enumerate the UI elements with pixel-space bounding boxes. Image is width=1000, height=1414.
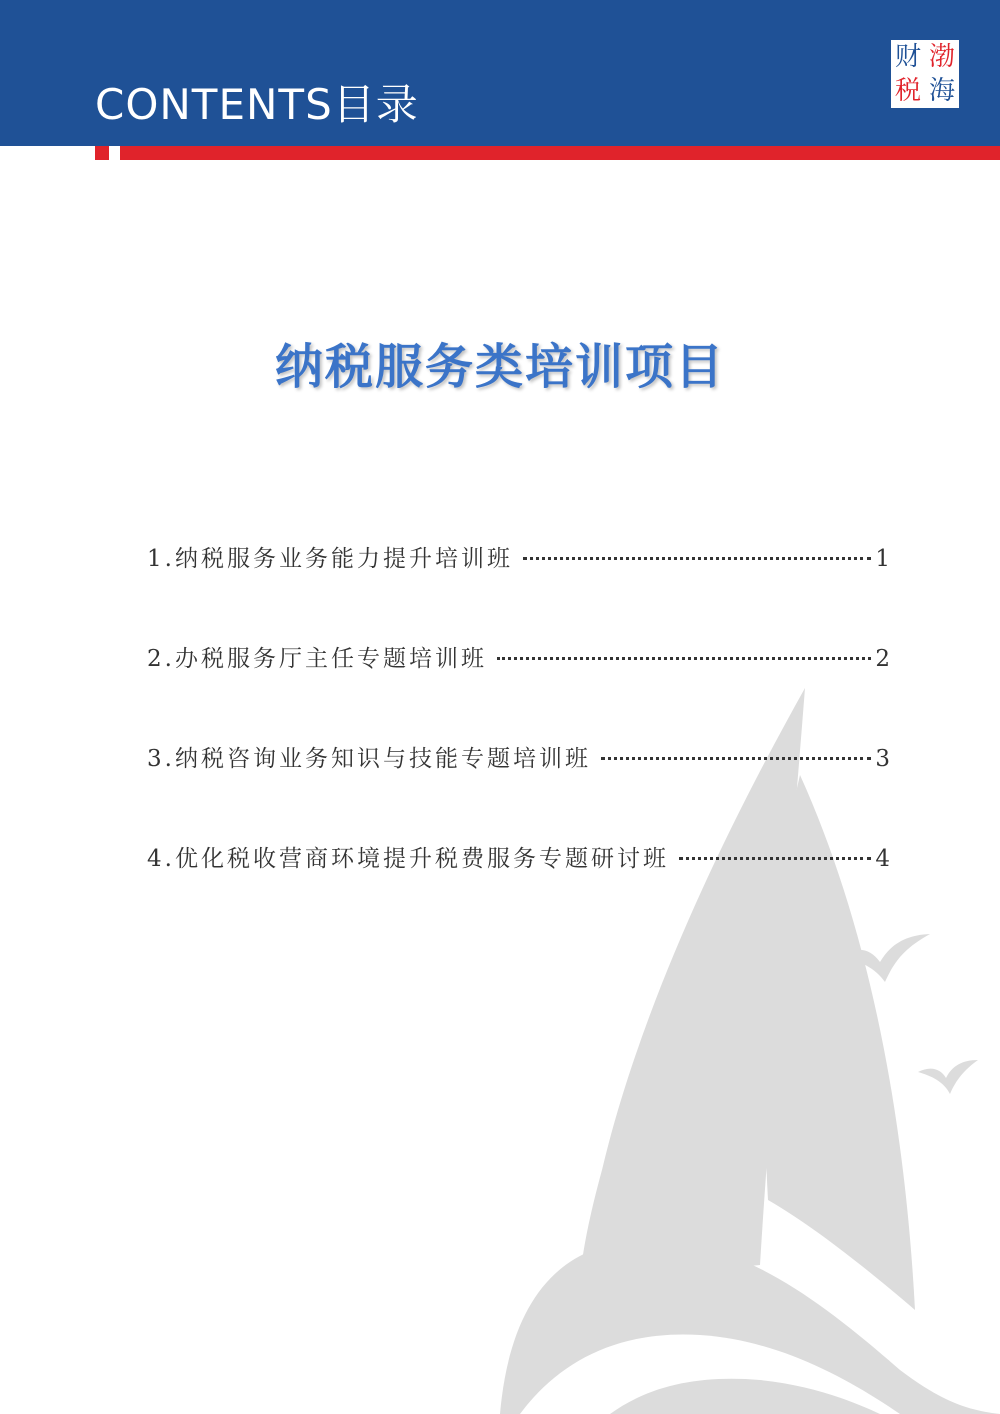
- toc-leader-dots: [497, 657, 871, 660]
- toc-leader-dots: [679, 857, 871, 860]
- toc-leader-dots: [523, 557, 871, 560]
- toc-entry-page: 3: [875, 746, 890, 772]
- toc-entry-label: 1.纳税服务业务能力提升培训班: [147, 546, 513, 572]
- table-of-contents: [147, 540, 890, 940]
- toc-entry-label: 4.优化税收营商环境提升税费服务专题研讨班: [147, 846, 669, 872]
- toc-entry-label: 2.办税服务厅主任专题培训班: [147, 646, 487, 672]
- toc-entry-page: 4: [875, 846, 890, 872]
- toc-leader-dots: [601, 757, 871, 760]
- header-accent-stripe: [120, 146, 1000, 160]
- toc-entry-4[interactable]: [147, 840, 890, 940]
- logo-char: 财: [894, 42, 921, 72]
- toc-entry-1[interactable]: [147, 540, 890, 640]
- header-title: CONTENTS目录: [95, 80, 419, 129]
- page-title: 纳税服务类培训项目: [274, 339, 725, 395]
- logo-char: 渤: [928, 42, 955, 72]
- logo-char: 税: [894, 76, 921, 106]
- logo-char: 海: [928, 76, 955, 106]
- toc-entry-label: 3.纳税咨询业务知识与技能专题培训班: [147, 746, 591, 772]
- logo: [891, 40, 959, 108]
- toc-entry-page: 2: [875, 646, 890, 672]
- header-accent-square: [95, 146, 109, 160]
- toc-entry-2[interactable]: [147, 640, 890, 740]
- toc-entry-page: 1: [875, 546, 890, 572]
- toc-entry-3[interactable]: [147, 740, 890, 840]
